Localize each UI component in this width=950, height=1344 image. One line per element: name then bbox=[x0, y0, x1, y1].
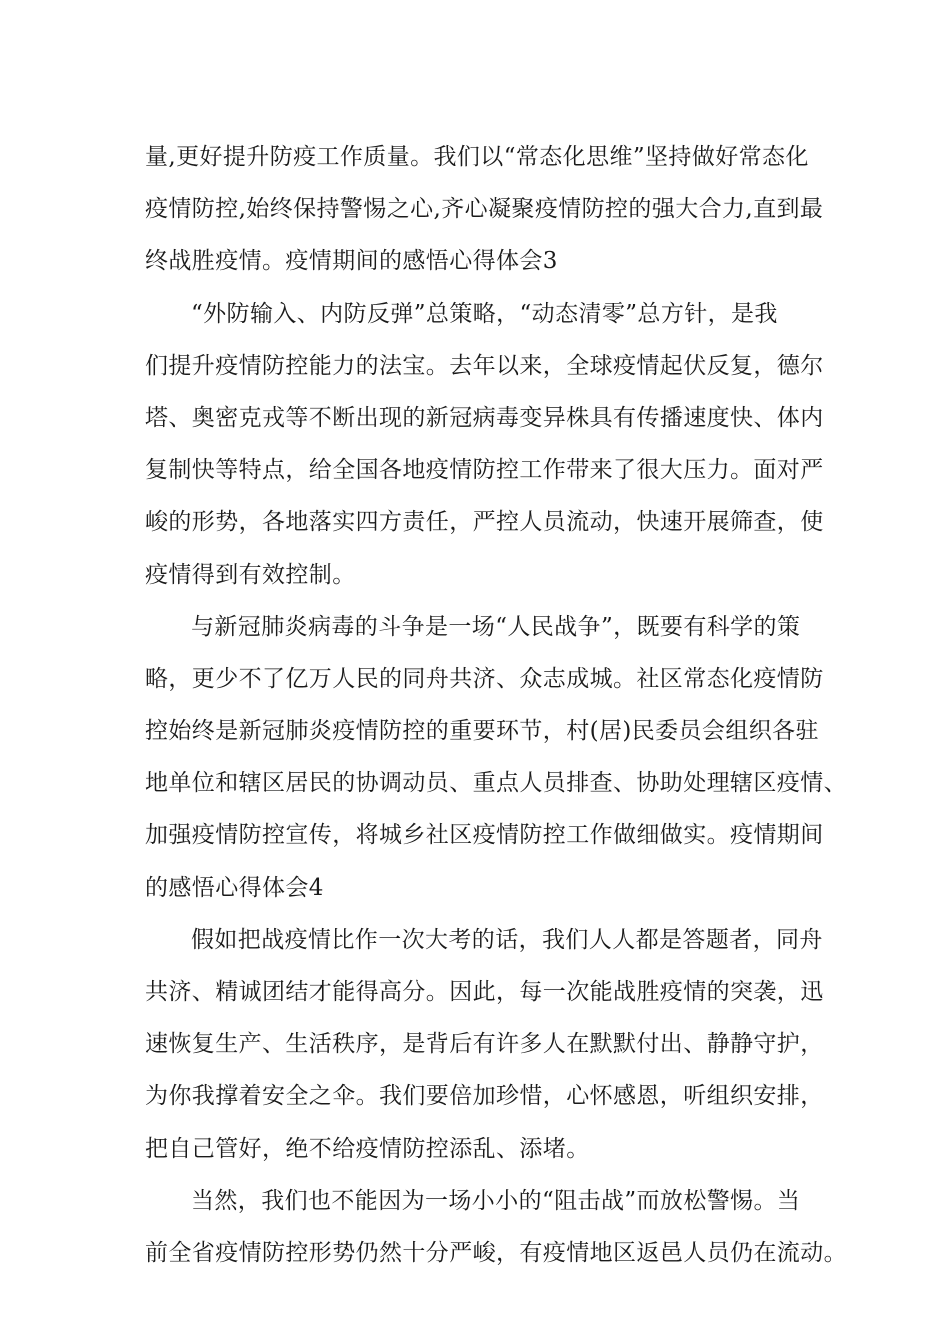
text-line: 终战胜疫情。疫情期间的感悟心得体会3 bbox=[145, 248, 558, 275]
text-line: 疫情防控,始终保持警惕之心,齐心凝聚疫情防控的强大合力,直到最 bbox=[145, 196, 824, 223]
document-body bbox=[145, 131, 847, 1279]
text-line: 加强疫情防控宣传，将城乡社区疫情防控工作做细做实。疫情期间 bbox=[145, 822, 824, 849]
text-line: 把自己管好，绝不给疫情防控添乱、添堵。 bbox=[145, 1135, 590, 1162]
text-line: 速恢复生产、生活秩序，是背后有许多人在默默付出、静静守护， bbox=[145, 1031, 824, 1058]
text-line: 略，更少不了亿万人民的同舟共济、众志成城。社区常态化疫情防 bbox=[145, 665, 824, 692]
paragraph-first-line: “外防输入、内防反弹”总策略，“动态清零”总方针，是我 bbox=[191, 300, 778, 327]
paragraph-first-line: 与新冠肺炎病毒的斗争是一场“人民战争”，既要有科学的策 bbox=[191, 613, 801, 640]
text-line: 疫情得到有效控制。 bbox=[145, 561, 356, 588]
text-line: 地单位和辖区居民的协调动员、重点人员排查、协助处理辖区疫情、 bbox=[145, 770, 847, 797]
text-line: 峻的形势，各地落实四方责任，严控人员流动，快速开展筛查，使 bbox=[145, 509, 824, 536]
paragraph-first-line: 当然，我们也不能因为一场小小的“阻击战”而放松警惕。当 bbox=[191, 1187, 801, 1214]
text-line: 为你我撑着安全之伞。我们要倍加珍惜，心怀感恩，听组织安排， bbox=[145, 1083, 824, 1110]
text-line: 塔、奥密克戎等不断出现的新冠病毒变异株具有传播速度快、体内 bbox=[145, 404, 824, 431]
text-line: 共济、精诚团结才能得高分。因此，每一次能战胜疫情的突袭，迅 bbox=[145, 979, 824, 1005]
paragraph-first-line: 假如把战疫情比作一次大考的话，我们人人都是答题者，同舟 bbox=[191, 926, 823, 953]
text-line: 复制快等特点，给全国各地疫情防控工作带来了很大压力。面对严 bbox=[145, 457, 824, 484]
text-line: 们提升疫情防控能力的法宝。去年以来，全球疫情起伏反复，德尔 bbox=[145, 352, 824, 379]
text-line: 量,更好提升防疫工作质量。我们以“常态化思维”坚持做好常态化 bbox=[145, 144, 809, 170]
text-line: 控始终是新冠肺炎疫情防控的重要环节，村(居)民委员会组织各驻 bbox=[145, 718, 819, 745]
text-line: 的感悟心得体会4 bbox=[145, 874, 324, 901]
text-line: 前全省疫情防控形势仍然十分严峻，有疫情地区返邑人员仍在流动。 bbox=[145, 1239, 847, 1266]
